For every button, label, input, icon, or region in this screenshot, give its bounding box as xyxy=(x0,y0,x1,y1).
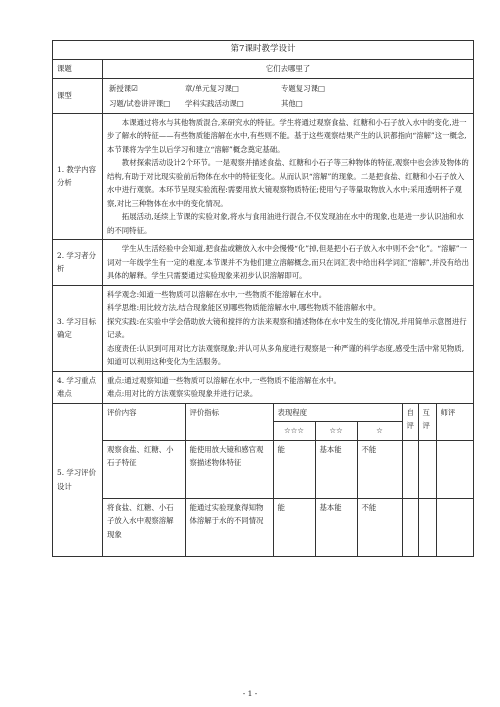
eval-header-teacher: 师评 xyxy=(436,404,473,441)
eval-row-content: 观察食盐、红糖、小石子特征 xyxy=(103,440,185,498)
eval-row-level: 能 xyxy=(273,498,315,556)
option-unit-review: 章/单元复习课□ xyxy=(185,83,239,93)
page-number: - 1 - xyxy=(242,689,258,698)
learner-paragraph: 学生从生活经验中会知道,把食盐或糖放入水中会慢慢“化”掉,但是把小石子放入水中则不会“化”。“溶解”一词对一年级学生有一定的难度,本节课并不为他们建立溶解概念,而只在词汇表中给出科学词汇“溶解”,并没有给出具体的解释。学生只需要通过实验现象来初步认识溶解即可。 xyxy=(107,244,469,280)
objective-line: 科学思维:用比较方法,结合现象能区别哪些物质能溶解水中,哪些物质不能溶解水中。 xyxy=(107,303,381,312)
objective-line: 科学观念:知道一些物质可以溶解在水中,一些物质不能溶解在水中。 xyxy=(107,289,327,299)
peer-score-cell xyxy=(418,440,436,498)
evaluation-table xyxy=(103,404,473,557)
star-level-one: ☆ xyxy=(357,422,402,441)
eval-row-level: 能 xyxy=(273,440,315,498)
lesson-type-label: 课型 xyxy=(53,78,103,113)
key-points-label: 4. 学习重点难点 xyxy=(53,371,103,403)
eval-header-peer: 互评 xyxy=(418,404,436,441)
option-other: 其他□ xyxy=(281,99,303,108)
eval-header-self: 自评 xyxy=(402,404,418,441)
teacher-score-cell xyxy=(436,498,473,556)
teacher-score-cell xyxy=(436,440,473,498)
eval-row-content: 将食盐、红糖、小石子放入水中观察溶解现象 xyxy=(103,498,185,556)
content-paragraph: 本课通过将水与其他物质混合,来研究水的特征。学生将通过观察食盐、红糖和小石子放入水中的变化,进一步了解水的特征——有些物质能溶解在水中,有些则不能。基于这些观察结果产生的认识都指向“溶解”这一概念,本节课将为学生以后学习和建立“溶解”概念奠定基础。 xyxy=(107,117,467,154)
eval-header-performance: 表现程度 xyxy=(273,404,402,422)
eval-row-level: 不能 xyxy=(357,440,402,498)
key-points-body xyxy=(103,371,474,403)
lesson-type-options xyxy=(103,78,474,113)
content-analysis-body xyxy=(103,113,474,240)
star-level-three: ☆☆☆ xyxy=(273,422,315,441)
difficulty-line: 难点:用对比的方法观察实验现象并进行记录。 xyxy=(107,389,258,398)
evaluation-body xyxy=(103,403,474,557)
eval-row-level: 基本能 xyxy=(315,440,357,498)
option-topic-review: 专题复习课□ xyxy=(281,83,325,93)
document-title: 第7课时教学设计 xyxy=(53,41,474,60)
option-new-lesson: 新授课☑ xyxy=(109,83,138,93)
objective-line: 探究实践:在实验中学会借助放大镜和搅拌的方法来观察和描述物体在水中发生的变化情况,并用简单示意图进行记录。 xyxy=(107,316,467,339)
lesson-design-table xyxy=(52,40,474,557)
objectives-body xyxy=(103,285,474,371)
key-point-line: 重点:通过观察知道一些物质可以溶解在水中,一些物质不能溶解在水中。 xyxy=(107,375,341,385)
self-score-cell xyxy=(402,440,418,498)
eval-row-level: 基本能 xyxy=(315,498,357,556)
content-paragraph: 教材探索活动设计2个环节。一是观察并描述食盐、红糖和小石子等三种物体的特征,观察中也会涉及物体的结构,有助于对比现实验前后物体在水中的特征变化。从而认识“溶解”的现象。二是把食盐、红糖和小石子放入水中进行观察。本环节呈现实验流程:需要用放大镜观察物质特征;使用勺子等量取物放入水中;采用透明杯子观察,对比三种物体在水中的变化情况。 xyxy=(107,158,469,208)
learner-analysis-label: 2. 学习者分析 xyxy=(53,240,103,286)
eval-row-indicator: 能使用放大镜和感官观察描述物体特征 xyxy=(185,440,273,498)
option-practice-activity: 学科实践活动课□ xyxy=(185,99,244,108)
option-exercise-review: 习题/试卷讲评课□ xyxy=(109,99,171,108)
eval-row-indicator: 能通过实验现象得知物体溶解于水的不同情况 xyxy=(185,498,273,556)
topic-label: 课题 xyxy=(53,60,103,79)
content-paragraph: 拓展活动,延续上节课的实验对象,将水与食用油进行混合,不仅发现油在水中的现象,也是进一步认识油和水的不同特征。 xyxy=(107,212,464,235)
topic-value: 它们去哪里了 xyxy=(103,60,474,79)
objectives-label: 3. 学习目标确定 xyxy=(53,285,103,371)
peer-score-cell xyxy=(418,498,436,556)
eval-row-level: 不能 xyxy=(357,498,402,556)
evaluation-label: 5. 学习评价设计 xyxy=(53,403,103,557)
content-analysis-label: 1. 教学内容分析 xyxy=(53,113,103,240)
eval-header-content: 评价内容 xyxy=(103,404,185,441)
objective-line: 态度责任:认识到可用对比方法观察现象;并认可从多角度进行观察是一种严谨的科学态度,感受生活中常见物质,知道可以利用这种变化为生活服务。 xyxy=(107,343,465,366)
learner-analysis-body xyxy=(103,240,474,286)
self-score-cell xyxy=(402,498,418,556)
star-level-two: ☆☆ xyxy=(315,422,357,441)
eval-header-indicator: 评价指标 xyxy=(185,404,273,441)
